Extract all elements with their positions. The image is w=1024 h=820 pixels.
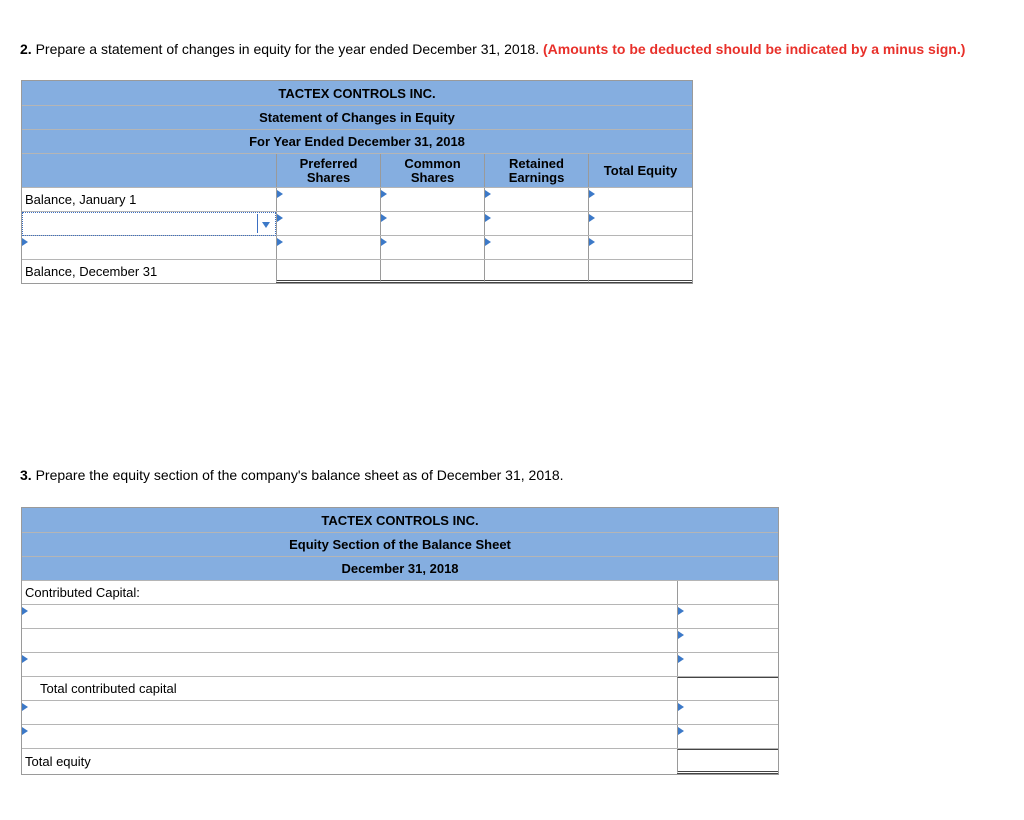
marker-icon	[678, 655, 684, 663]
row-label-contributed-capital: Contributed Capital:	[25, 585, 140, 600]
statement-title-period: For Year Ended December 31, 2018	[22, 130, 692, 154]
input-cell[interactable]	[677, 677, 778, 700]
table-row	[22, 605, 778, 629]
equity-section-table	[21, 507, 779, 775]
input-cell[interactable]	[276, 236, 380, 259]
question-2-prompt	[20, 41, 965, 57]
row-label-input[interactable]	[22, 653, 677, 677]
question-2-number: 2.	[20, 41, 32, 57]
marker-icon	[22, 607, 28, 615]
input-cell[interactable]	[588, 212, 692, 235]
statement-title-name: Statement of Changes in Equity	[22, 106, 692, 130]
row-label-input[interactable]	[22, 236, 276, 260]
marker-icon	[589, 214, 595, 222]
input-cell[interactable]	[677, 701, 778, 724]
table-row	[22, 629, 778, 653]
table-row	[22, 260, 692, 283]
row-label-dropdown[interactable]	[22, 212, 276, 236]
marker-icon	[22, 703, 28, 711]
marker-icon	[381, 190, 387, 198]
row-label-total-contributed: Total contributed capital	[40, 681, 177, 696]
row-label-input[interactable]	[22, 701, 677, 725]
question-3-number: 3.	[20, 467, 32, 483]
table-row	[22, 581, 778, 605]
question-3-prompt	[20, 467, 564, 483]
column-header-total-equity: Total Equity	[588, 154, 692, 187]
input-cell[interactable]	[276, 212, 380, 235]
table-row	[22, 701, 778, 725]
table-row	[22, 749, 778, 774]
row-label-total-equity: Total equity	[25, 754, 91, 769]
input-cell[interactable]	[588, 236, 692, 259]
marker-icon	[485, 238, 491, 246]
statement-title-company: TACTEX CONTROLS INC.	[22, 81, 692, 106]
column-header-common-shares: Common Shares	[380, 154, 484, 187]
input-cell[interactable]	[677, 653, 778, 676]
row-label-balance-dec: Balance, December 31	[25, 264, 158, 279]
input-cell[interactable]	[380, 236, 484, 259]
input-cell[interactable]	[380, 212, 484, 235]
marker-icon	[589, 238, 595, 246]
input-cell[interactable]	[677, 605, 778, 628]
input-cell[interactable]	[484, 212, 588, 235]
marker-icon	[589, 190, 595, 198]
marker-icon	[22, 727, 28, 735]
input-cell[interactable]	[677, 725, 778, 748]
statement-of-changes-table	[21, 80, 693, 284]
input-cell[interactable]	[588, 260, 692, 283]
row-label-balance-jan: Balance, January 1	[25, 192, 137, 207]
marker-icon	[22, 655, 28, 663]
input-cell[interactable]	[276, 188, 380, 211]
input-cell[interactable]	[380, 188, 484, 211]
column-header-preferred-shares: Preferred Shares	[276, 154, 380, 187]
marker-icon	[678, 727, 684, 735]
row-label-input[interactable]	[22, 725, 677, 749]
input-cell[interactable]	[484, 260, 588, 283]
input-cell[interactable]	[380, 260, 484, 283]
marker-icon	[277, 190, 283, 198]
marker-icon	[678, 703, 684, 711]
equity-title-company: TACTEX CONTROLS INC.	[22, 508, 778, 533]
table-row	[22, 236, 692, 260]
dropdown-separator	[257, 214, 258, 233]
marker-icon	[22, 238, 28, 246]
equity-title-date: December 31, 2018	[22, 557, 778, 581]
chevron-down-icon[interactable]	[262, 222, 270, 228]
input-cell[interactable]	[677, 581, 778, 604]
marker-icon	[678, 607, 684, 615]
equity-title-name: Equity Section of the Balance Sheet	[22, 533, 778, 557]
input-cell[interactable]	[484, 188, 588, 211]
table-row	[22, 725, 778, 749]
marker-icon	[678, 631, 684, 639]
input-cell[interactable]	[588, 188, 692, 211]
input-cell[interactable]	[484, 236, 588, 259]
marker-icon	[485, 214, 491, 222]
marker-icon	[381, 214, 387, 222]
question-2-note: (Amounts to be deducted should be indicated by a minus sign.)	[543, 41, 966, 57]
question-3-text: Prepare the equity section of the company's balance sheet as of December 31, 2018.	[31, 467, 564, 483]
question-2-text: Prepare a statement of changes in equity for the year ended December 31, 2018.	[31, 41, 544, 57]
table-row	[22, 653, 778, 677]
marker-icon	[277, 238, 283, 246]
input-cell[interactable]	[677, 629, 778, 652]
marker-icon	[485, 190, 491, 198]
column-header-retained-earnings: Retained Earnings	[484, 154, 588, 187]
marker-icon	[381, 238, 387, 246]
table-row	[22, 188, 692, 212]
table-row	[22, 677, 778, 701]
statement-column-header-row	[22, 154, 692, 188]
marker-icon	[277, 214, 283, 222]
row-label-input[interactable]	[22, 605, 677, 629]
table-row	[22, 212, 692, 236]
input-cell[interactable]	[276, 260, 380, 283]
input-cell[interactable]	[677, 749, 778, 774]
